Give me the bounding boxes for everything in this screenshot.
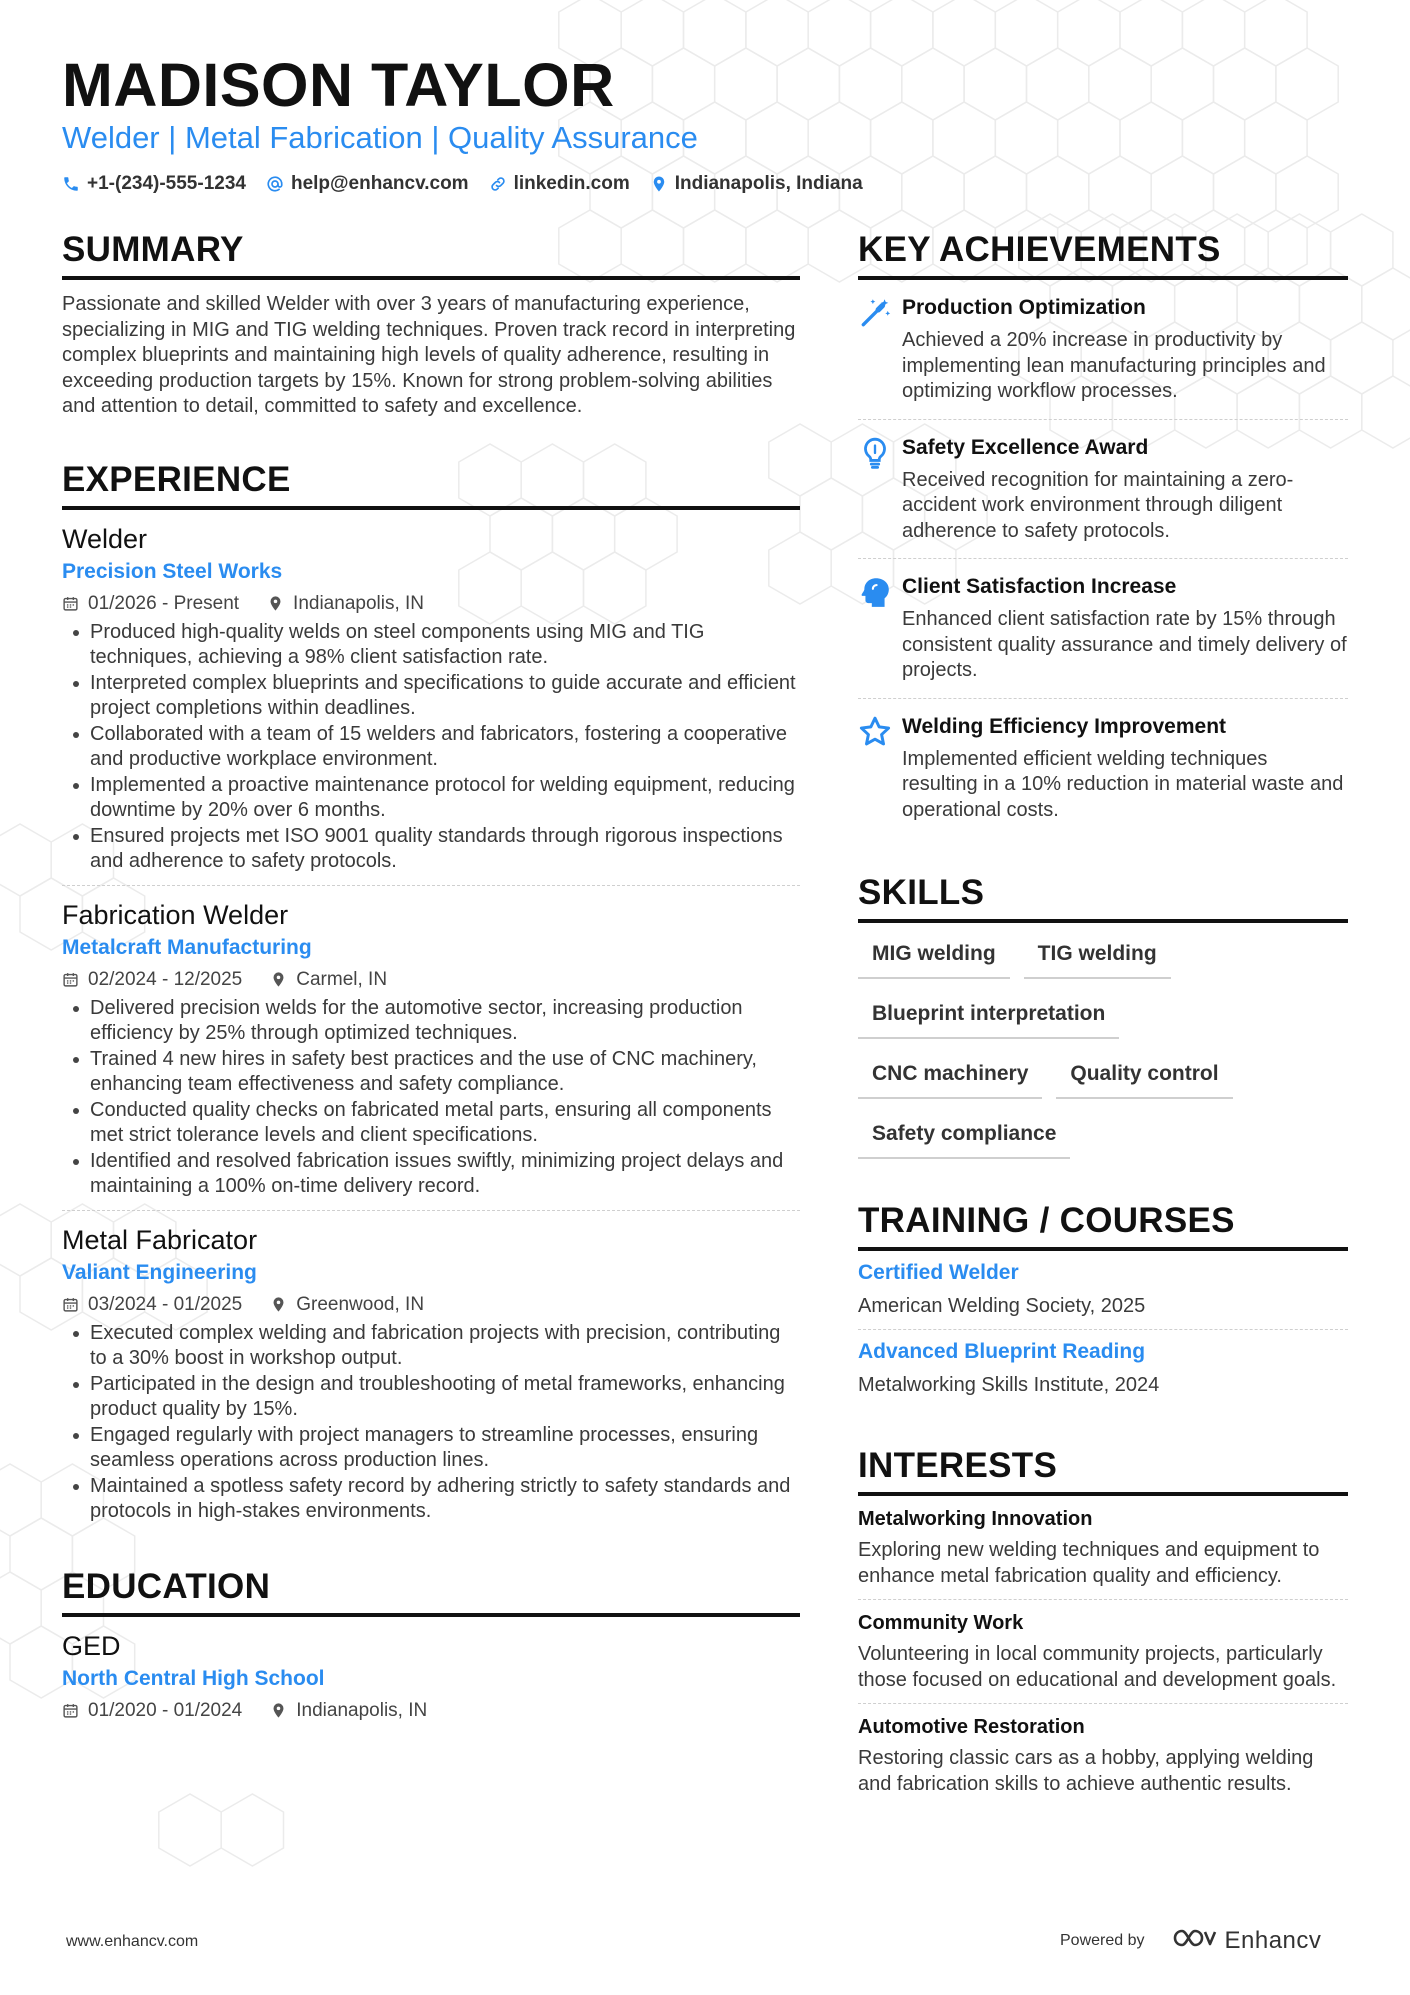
achievements-section	[858, 228, 1348, 837]
job-bullet: Conducted quality checks on fabricated metal parts, ensuring all components met strict tolerance levels and client specifications.	[62, 1098, 800, 1149]
job-bullets	[62, 1321, 800, 1525]
skill-tag: Blueprint interpretation	[858, 993, 1119, 1039]
job-title: Metal Fabricator	[62, 1224, 258, 1255]
calendar-icon	[62, 971, 79, 988]
email-text: help@enhancv.com	[290, 173, 469, 194]
experience-section	[62, 458, 800, 1525]
job-bullet: Trained 4 new hires in safety best practices and the use of CNC machinery, enhancing team effectiveness and safety compliance.	[62, 1047, 800, 1098]
contact-linkedin[interactable]	[489, 172, 630, 196]
left-column	[62, 228, 800, 1723]
linkedin-text: linkedin.com	[513, 173, 630, 194]
job-dates	[62, 968, 242, 992]
contact-email[interactable]	[266, 172, 469, 196]
achievement-title: Client Satisfaction Increase	[902, 575, 1177, 598]
footer-branding	[1060, 1926, 1321, 1955]
calendar-icon	[62, 1702, 79, 1719]
interest-title: Automotive Restoration	[858, 1716, 1085, 1738]
title-separator: |	[431, 120, 440, 155]
education-meta	[62, 1699, 800, 1723]
training-section	[858, 1199, 1348, 1408]
job-bullet: Collaborated with a team of 15 welders and fabricators, fostering a cooperative and productive workplace environment.	[62, 722, 800, 773]
summary-section	[62, 228, 800, 420]
job-bullets	[62, 620, 800, 875]
job-meta	[62, 968, 800, 992]
candidate-title	[62, 119, 698, 157]
brand-name: Enhancv	[1224, 1926, 1322, 1954]
job-location	[267, 592, 424, 616]
interest-desc: Exploring new welding techniques and equipment to enhance metal fabrication quality and efficiency.	[858, 1539, 1320, 1587]
course-title: Advanced Blueprint Reading	[858, 1340, 1146, 1363]
at-icon	[266, 175, 284, 193]
star-icon	[858, 715, 892, 749]
interest-desc: Volunteering in local community projects, particularly those focused on educational and development goals.	[858, 1643, 1337, 1691]
education-heading: EDUCATION	[62, 1565, 800, 1617]
interest-item	[858, 1703, 1348, 1807]
course-title: Certified Welder	[858, 1261, 1019, 1284]
location-pin-icon	[270, 1296, 287, 1313]
achievement-title: Production Optimization	[902, 296, 1146, 319]
course-org: Metalworking Skills Institute, 2024	[858, 1374, 1160, 1396]
job-bullet: Implemented a proactive maintenance protocol for welding equipment, reducing downtime by 20% over 6 months.	[62, 773, 800, 824]
achievement-item	[858, 558, 1348, 698]
job-dates	[62, 592, 239, 616]
phone-icon	[62, 175, 80, 193]
powered-by-text: Powered by	[1060, 1931, 1145, 1949]
achievements-heading: KEY ACHIEVEMENTS	[858, 228, 1348, 280]
job-entry	[62, 1210, 800, 1525]
calendar-icon	[62, 595, 79, 612]
job-title: Welder	[62, 523, 148, 554]
candidate-name: MADISON TAYLOR	[62, 51, 615, 119]
education-section	[62, 1565, 800, 1723]
job-dates	[62, 1293, 242, 1317]
job-location	[270, 968, 387, 992]
skill-tag: CNC machinery	[858, 1053, 1042, 1099]
skill-tag: MIG welding	[858, 933, 1010, 979]
job-bullet: Identified and resolved fabrication issues swiftly, minimizing project delays and maintaining a 100% on-time delivery record.	[62, 1149, 800, 1200]
job-bullet: Delivered precision welds for the automotive sector, increasing production efficiency by 25% through optimized techniques.	[62, 996, 800, 1047]
job-dates-text: 03/2024 - 01/2025	[88, 1293, 243, 1315]
interest-desc: Restoring classic cars as a hobby, applying welding and fabrication skills to achieve authentic results.	[858, 1747, 1314, 1795]
job-bullet: Executed complex welding and fabrication projects with precision, contributing to a 30% boost in workshop output.	[62, 1321, 800, 1372]
skills-section	[858, 871, 1348, 1173]
job-meta	[62, 592, 800, 616]
achievement-desc: Achieved a 20% increase in productivity by implementing lean manufacturing principles and optimizing workflow processes.	[902, 329, 1326, 402]
enhancv-logo-icon	[1171, 1926, 1217, 1955]
job-location-text: Indianapolis, IN	[293, 592, 425, 614]
head-icon	[858, 575, 892, 609]
location-text: Indianapolis, Indiana	[674, 173, 863, 194]
interests-section	[858, 1444, 1348, 1807]
achievement-item	[858, 419, 1348, 559]
achievement-desc: Received recognition for maintaining a zero-accident work environment through diligent adherence to safety protocols.	[902, 468, 1294, 542]
location-pin-icon	[270, 971, 287, 988]
achievement-desc: Enhanced client satisfaction rate by 15% through consistent quality assurance and timely delivery of projects.	[902, 608, 1347, 681]
right-column	[858, 228, 1348, 1807]
job-bullet: Engaged regularly with project managers to streamline processes, ensuring seamless operations across production lines.	[62, 1423, 800, 1474]
footer-website[interactable]: www.enhancv.com	[66, 1933, 199, 1950]
education-location-text: Indianapolis, IN	[296, 1699, 428, 1721]
interests-heading: INTERESTS	[858, 1444, 1348, 1496]
job-location-text: Carmel, IN	[296, 968, 388, 990]
contact-bar	[62, 172, 883, 196]
skill-tag: Safety compliance	[858, 1113, 1070, 1159]
training-heading: TRAINING / COURSES	[858, 1199, 1348, 1251]
job-entry	[62, 885, 800, 1200]
title-part: Metal Fabrication	[184, 120, 423, 155]
job-company: Valiant Engineering	[62, 1260, 257, 1284]
calendar-icon	[62, 1296, 79, 1313]
job-bullets	[62, 996, 800, 1200]
skills-heading: SKILLS	[858, 871, 1348, 923]
education-entry	[62, 1617, 800, 1723]
interest-title: Community Work	[858, 1612, 1024, 1634]
achievement-title: Welding Efficiency Improvement	[902, 714, 1227, 738]
education-degree: GED	[62, 1630, 121, 1661]
job-bullet: Ensured projects met ISO 9001 quality standards through rigorous inspections and adherence to safety protocols.	[62, 824, 800, 875]
education-dates	[62, 1699, 242, 1723]
achievement-title: Safety Excellence Award	[902, 435, 1149, 459]
job-company: Metalcraft Manufacturing	[62, 935, 312, 959]
contact-phone[interactable]	[62, 172, 246, 196]
interest-title: Metalworking Innovation	[858, 1508, 1093, 1530]
job-title: Fabrication Welder	[62, 899, 289, 930]
education-dates-text: 01/2020 - 01/2024	[88, 1699, 243, 1721]
title-part: Quality Assurance	[448, 120, 698, 155]
achievement-item	[858, 698, 1348, 838]
summary-heading: SUMMARY	[62, 228, 800, 280]
location-pin-icon	[270, 1702, 287, 1719]
course-org: American Welding Society, 2025	[858, 1295, 1146, 1317]
interest-item	[858, 1496, 1348, 1599]
job-entry	[62, 510, 800, 875]
job-bullet: Maintained a spotless safety record by adhering strictly to safety standards and protocols in high-stakes environments.	[62, 1474, 800, 1525]
job-dates-text: 01/2026 - Present	[88, 592, 240, 614]
achievement-desc: Implemented efficient welding techniques resulting in a 10% reduction in material waste and operational costs.	[902, 747, 1344, 821]
skill-tag: Quality control	[1056, 1053, 1232, 1099]
lightbulb-icon	[858, 436, 892, 470]
location-pin-icon	[267, 595, 284, 612]
education-location	[270, 1699, 427, 1723]
experience-heading: EXPERIENCE	[62, 458, 800, 510]
job-dates-text: 02/2024 - 12/2025	[88, 968, 243, 990]
skills-list	[858, 933, 1348, 1173]
course-item	[858, 1251, 1348, 1329]
interest-item	[858, 1599, 1348, 1703]
summary-text: Passionate and skilled Welder with over 3 years of manufacturing experience, specializing in MIG and TIG welding techniques. Proven track record in interpreting complex blueprints and maintaining high levels of quality adherence, resulting in exceeding production targets by 15%. Known for strong problem-solving abilities and attention to detail, committed to safety and excellence.	[62, 293, 796, 418]
education-school: North Central High School	[62, 1666, 325, 1690]
achievement-item	[858, 280, 1348, 419]
skill-tag: TIG welding	[1024, 933, 1171, 979]
title-separator: |	[168, 120, 177, 155]
job-location	[270, 1293, 424, 1317]
job-meta	[62, 1293, 800, 1317]
link-icon	[489, 175, 507, 193]
course-item	[858, 1329, 1348, 1408]
contact-location	[650, 172, 863, 196]
phone-text: +1-(234)-555-1234	[87, 173, 246, 194]
job-bullet: Produced high-quality welds on steel components using MIG and TIG techniques, achieving a 98% client satisfaction rate.	[62, 620, 800, 671]
location-pin-icon	[650, 175, 668, 193]
job-bullet: Interpreted complex blueprints and specifications to guide accurate and efficient project completions within deadlines.	[62, 671, 800, 722]
job-bullet: Participated in the design and troubleshooting of metal frameworks, enhancing product quality by 15%.	[62, 1372, 800, 1423]
title-part: Welder	[62, 120, 160, 155]
job-company: Precision Steel Works	[62, 559, 283, 583]
job-location-text: Greenwood, IN	[296, 1293, 425, 1315]
magic-wand-icon	[858, 296, 892, 330]
